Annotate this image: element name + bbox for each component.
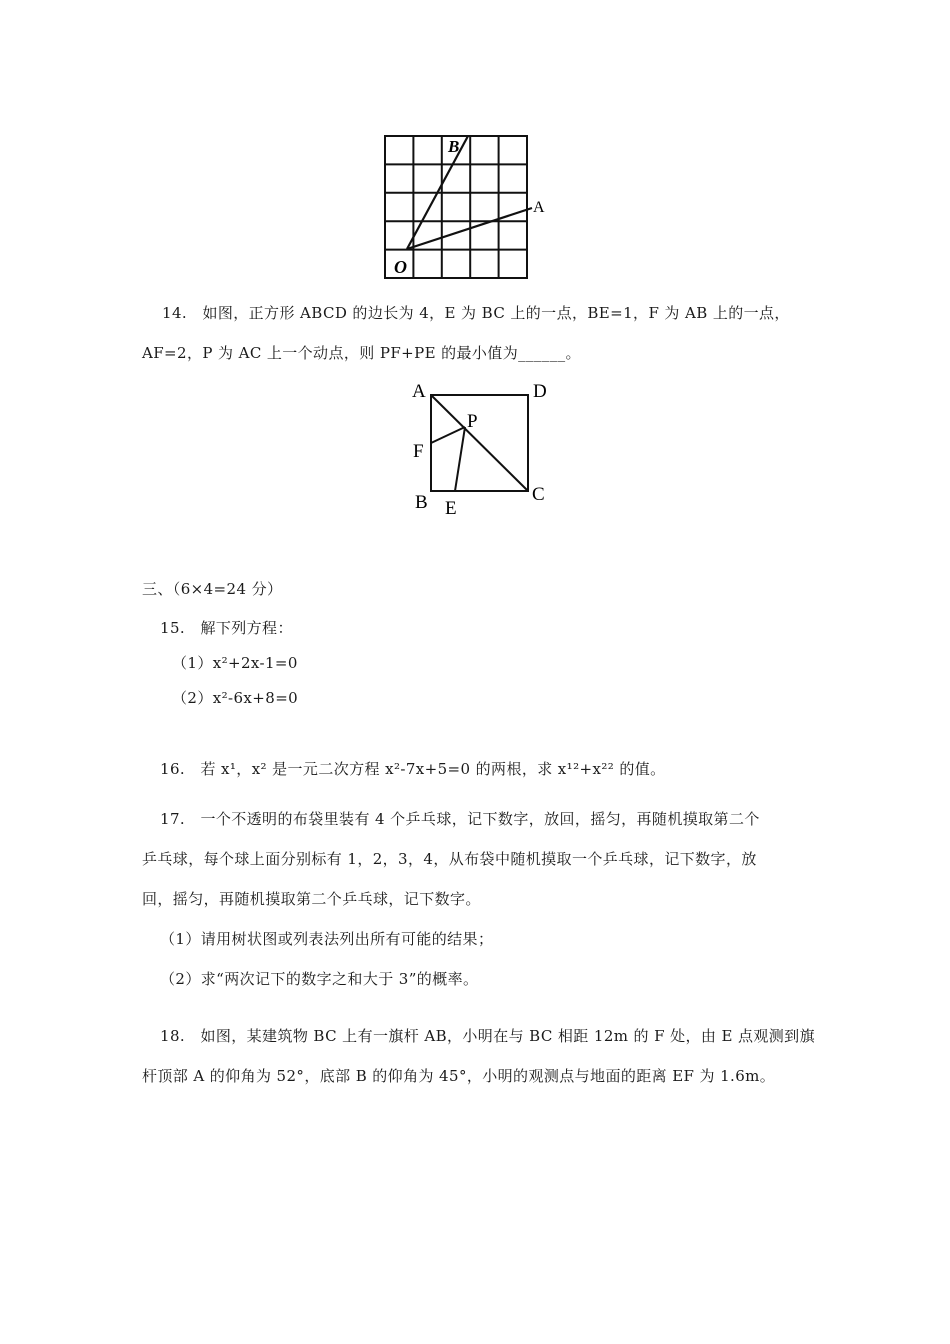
- q17-part1: （1）请用树状图或列表法列出所有可能的结果；: [160, 930, 494, 948]
- label-p: P: [467, 411, 478, 432]
- q16-text: 16. 若 x¹，x² 是一元二次方程 x²-7x+5=0 的两根，求 x¹²+x²² 的值。: [160, 760, 666, 778]
- q18-line1: 18. 如图，某建筑物 BC 上有一旗杆 AB，小明在与 BC 相距 12m 的 F 处，由 E 点观测到旗: [160, 1027, 815, 1045]
- segment-pe: [455, 427, 465, 491]
- label-c: C: [532, 484, 545, 505]
- segment-fp: [431, 427, 465, 443]
- label-b: B: [415, 492, 428, 513]
- q14-line2: AF=2，P 为 AC 上一个动点，则 PF+PE 的最小值为______。: [142, 344, 581, 362]
- grid-figure: [375, 128, 565, 288]
- section3-heading: 三、（6×4=24 分）: [142, 580, 283, 598]
- q17-line3: 回，摇匀，再随机摸取第二个乒乓球，记下数字。: [142, 890, 481, 908]
- label-e: E: [445, 498, 457, 519]
- square-figure: [405, 372, 565, 522]
- q15-part2: （2）x²-6x+8=0: [172, 689, 299, 707]
- q15-title: 15. 解下列方程：: [160, 619, 293, 637]
- label-a: A: [533, 199, 545, 216]
- label-f: F: [413, 441, 424, 462]
- diagonal-ac: [431, 395, 528, 491]
- q15-part1: （1）x²+2x-1=0: [172, 654, 298, 672]
- q17-line2: 乒乓球，每个球上面分别标有 1，2，3，4，从布袋中随机摸取一个乒乓球，记下数字，放: [142, 850, 757, 868]
- q14-line1: 14. 如图，正方形 ABCD 的边长为 4，E 为 BC 上的一点，BE=1，F 为 AB 上的一点，: [162, 304, 790, 322]
- label-b: B: [448, 137, 460, 156]
- label-o: O: [394, 257, 407, 277]
- label-d: D: [533, 381, 547, 402]
- q17-line1: 17. 一个不透明的布袋里装有 4 个乒乓球，记下数字，放回，摇匀，再随机摸取第二个: [160, 810, 760, 828]
- q17-part2: （2）求“两次记下的数字之和大于 3”的概率。: [160, 970, 479, 988]
- q18-line2: 杆顶部 A 的仰角为 52°，底部 B 的仰角为 45°，小明的观测点与地面的距离 EF 为 1.6m。: [142, 1067, 776, 1085]
- label-a: A: [412, 381, 426, 402]
